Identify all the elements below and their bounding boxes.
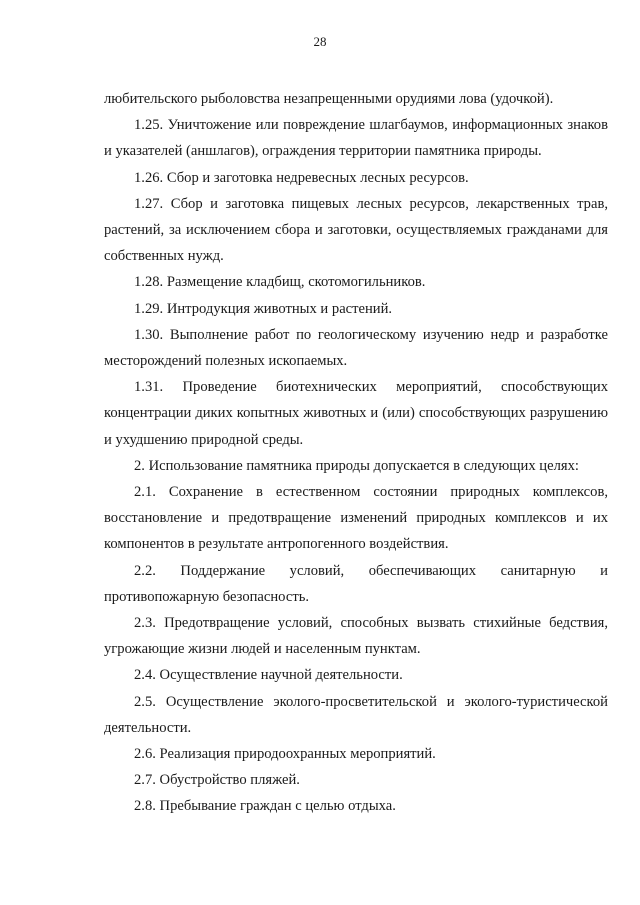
paragraph-1-31: 1.31. Проведение биотехнических мероприятий, способствующих концентрации диких копытных животных и (или) способствующих разрушению и ухудшению природной среды.	[104, 379, 608, 448]
paragraph-2-4: 2.4. Осуществление научной деятельности.	[134, 667, 403, 684]
document-body	[104, 86, 608, 820]
paragraph-2-3: 2.3. Предотвращение условий, способных вызвать стихийные бедствия, угрожающие жизни людей и населенным пунктам.	[104, 615, 608, 658]
paragraph-1-26: 1.26. Сбор и заготовка недревесных лесных ресурсов.	[134, 169, 469, 186]
paragraph-2-5: 2.5. Осуществление эколого-просветительской и эколого-туристической деятельности.	[104, 693, 608, 736]
paragraph-2: 2. Использование памятника природы допускается в следующих целях:	[134, 457, 579, 474]
paragraph-continuation: любительского рыболовства незапрещенными орудиями лова (удочкой).	[104, 91, 554, 107]
paragraph-1-27: 1.27. Сбор и заготовка пищевых лесных ресурсов, лекарственных трав, растений, за исключением сбора и заготовки, осуществляемых гражданами для собственных нужд.	[104, 195, 608, 265]
paragraph-1-25: 1.25. Уничтожение или повреждение шлагбаумов, информационных знаков и указателей (аншлагов), ограждения территории памятника природы.	[104, 117, 608, 160]
paragraph-1-28: 1.28. Размещение кладбищ, скотомогильников.	[134, 274, 426, 291]
paragraph-1-29: 1.29. Интродукция животных и растений.	[134, 300, 393, 317]
paragraph-2-1: 2.1. Сохранение в естественном состоянии природных комплексов, восстановление и предотвращение изменений природных комплексов и их компонентов в результате антропогенного воздействия.	[104, 484, 608, 553]
paragraph-2-2: 2.2. Поддержание условий, обеспечивающих санитарную и противопожарную безопасность.	[104, 562, 608, 605]
paragraph-2-8: 2.8. Пребывание граждан с целью отдыха.	[134, 798, 396, 815]
page-number: 28	[313, 34, 327, 49]
paragraph-2-6: 2.6. Реализация природоохранных мероприятий.	[134, 746, 436, 763]
paragraph-2-7: 2.7. Обустройство пляжей.	[134, 772, 300, 789]
paragraph-1-30: 1.30. Выполнение работ по геологическому изучению недр и разработке месторождений полезных ископаемых.	[104, 326, 608, 370]
